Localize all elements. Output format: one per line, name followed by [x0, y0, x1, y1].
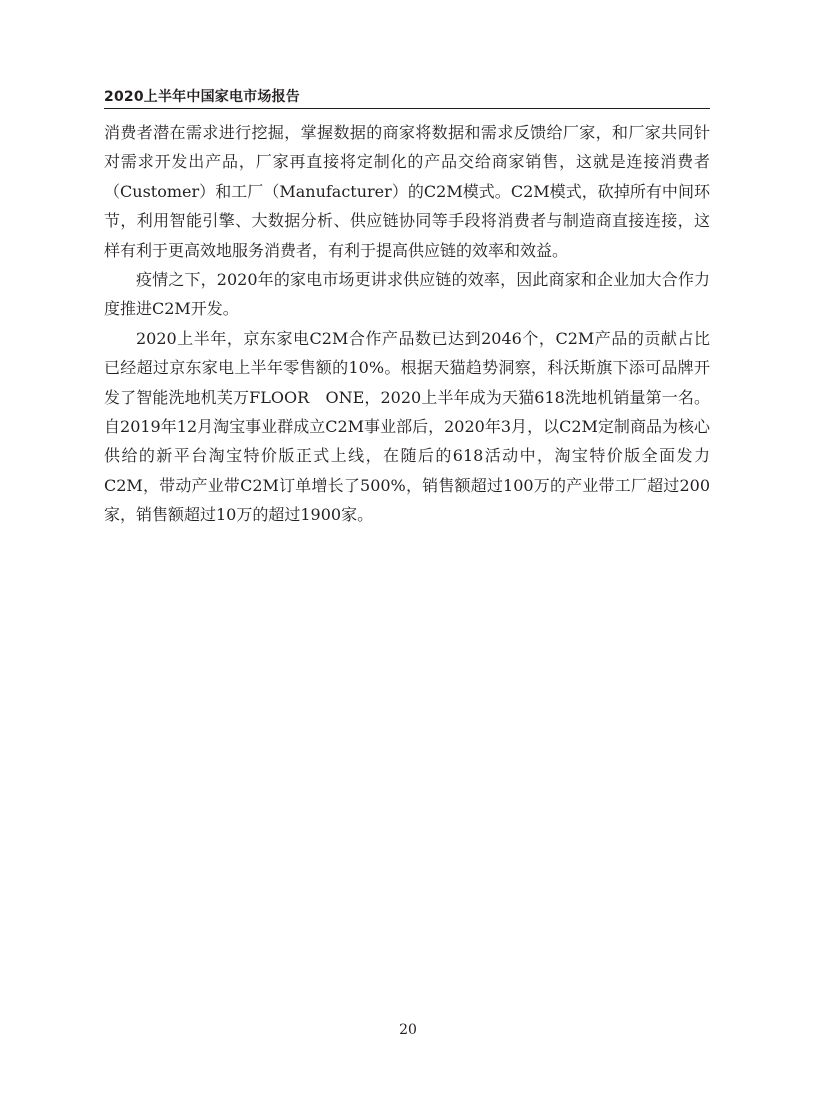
running-header: [104, 84, 710, 109]
page-number: 20: [399, 1022, 417, 1038]
paragraph-c2m-stats: 2020上半年，京东家电C2M合作产品数已达到2046个，C2M产品的贡献占比已经超过京东家电上半年零售额的10%。根据天猫趋势洞察，科沃斯旗下添可品牌开发了智能洗地机芙万FLOOR ONE，2020上半年成为天猫618洗地机销量第一名。自2019年12月淘宝事业群成立C2M事业部后，2020年3月，以C2M定制商品为核心供给的新平台淘宝特价版正式上线，在随后的618活动中，淘宝特价版全面发力C2M，带动产业带C2M订单增长了500%，销售额超过100万的产业带工厂超过200家，销售额超过10万的超过1900家。: [104, 328, 710, 525]
paragraph-continued: 消费者潜在需求进行挖掘，掌握数据的商家将数据和需求反馈给厂家，和厂家共同针对需求开发出产品，厂家再直接将定制化的产品交给商家销售，这就是连接消费者（Customer）和工厂（Manufacturer）的C2M模式。C2M模式，砍掉所有中间环节，利用智能引擎、大数据分析、供应链协同等手段将消费者与制造商直接连接，这样有利于更高效地服务消费者，有利于提高供应链的效率和效益。: [104, 123, 710, 260]
paragraph-epidemic: 疫情之下，2020年的家电市场更讲求供应链的效率，因此商家和企业加大合作力度推进C2M开发。: [104, 270, 710, 319]
body-text: [104, 118, 710, 530]
header-title: 2020上半年中国家电市场报告: [104, 89, 300, 105]
